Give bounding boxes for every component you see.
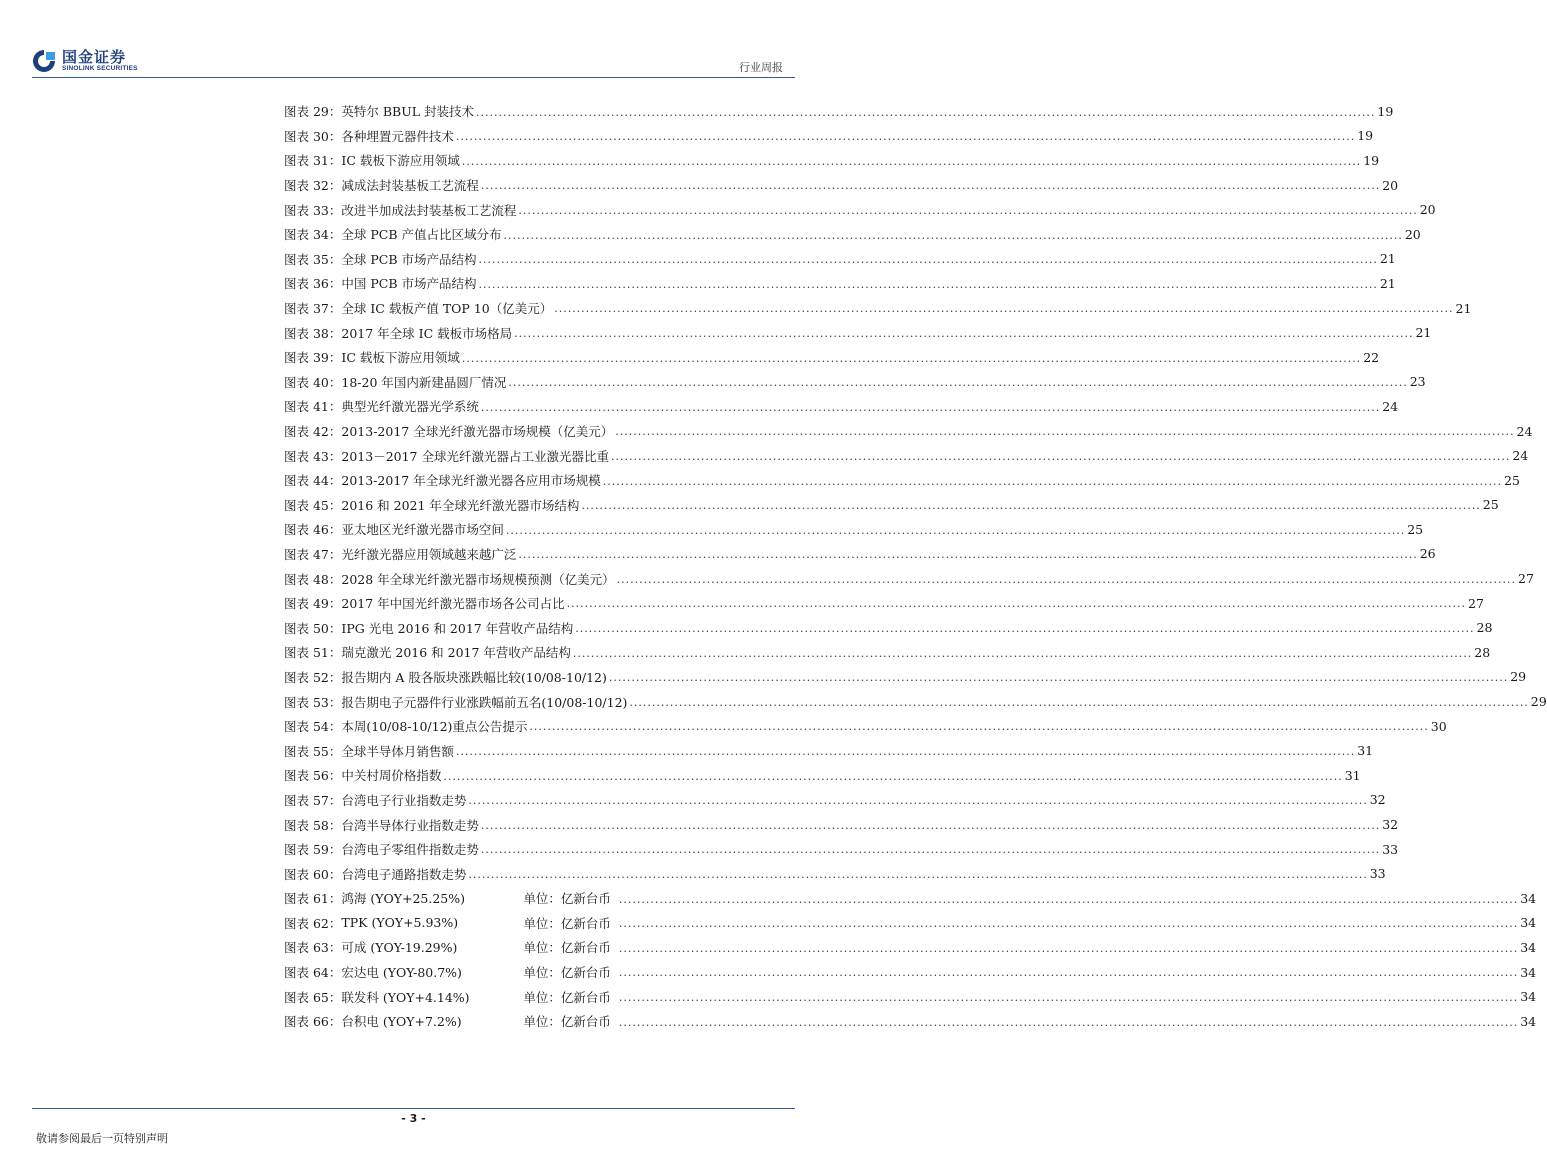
toc-dot-leader: ........................................................................................................................................................................................................ bbox=[572, 646, 1473, 660]
toc-dot-leader: ........................................................................................................................................................................................................ bbox=[629, 695, 1529, 709]
toc-figure-number: 图表 47： bbox=[284, 546, 342, 562]
toc-page-number: 32 bbox=[1369, 792, 1386, 808]
toc-figure-number: 图表 50： bbox=[284, 620, 342, 636]
toc-entry[interactable] bbox=[284, 370, 1426, 395]
logo-cn: 国金证券 bbox=[62, 48, 127, 66]
toc-page-number: 34 bbox=[1520, 964, 1537, 980]
toc-unit-label: 单位：亿新台币 bbox=[523, 915, 611, 931]
toc-figure-number: 图表 61： bbox=[284, 891, 342, 907]
toc-figure-number: 图表 29： bbox=[284, 104, 342, 120]
toc-unit-label: 单位：亿新台币 bbox=[523, 891, 611, 907]
toc-entry[interactable] bbox=[284, 443, 1529, 468]
toc-dot-leader: ........................................................................................................................................................................................................ bbox=[615, 425, 1515, 439]
toc-dot-leader: ........................................................................................................................................................................................................ bbox=[602, 474, 1503, 488]
toc-figure-number: 图表 48： bbox=[284, 571, 342, 587]
toc-entry[interactable] bbox=[284, 468, 1520, 493]
toc-figure-number: 图表 55： bbox=[284, 743, 342, 759]
toc-page-number: 34 bbox=[1520, 1013, 1537, 1029]
toc-dot-leader: ........................................................................................................................................................................................................ bbox=[476, 105, 1376, 119]
toc-dot-leader: ........................................................................................................................................................................................................ bbox=[514, 326, 1414, 340]
page-header bbox=[0, 0, 827, 80]
toc-unit-label: 单位：亿新台币 bbox=[523, 989, 611, 1005]
toc-figure-number: 图表 31： bbox=[284, 153, 342, 169]
logo-mark-icon bbox=[32, 48, 58, 74]
toc-title: 台湾电子通路指数走势 bbox=[341, 866, 467, 882]
toc-figure-number: 图表 46： bbox=[284, 522, 342, 538]
toc-title: 报告期内 A 股各版块涨跌幅比较(10/08-10/12) bbox=[341, 669, 607, 685]
toc-figure-number: 图表 35： bbox=[284, 251, 342, 267]
toc-dot-leader: ........................................................................................................................................................................................................ bbox=[480, 843, 1381, 857]
toc-page-number: 29 bbox=[1510, 669, 1527, 685]
header-divider bbox=[32, 77, 795, 78]
toc-title: 中关村周价格指数 bbox=[341, 768, 442, 784]
toc-figure-number: 图表 42： bbox=[284, 424, 342, 440]
toc-dot-leader: ........................................................................................................................................................................................................ bbox=[618, 966, 1519, 980]
toc-entry[interactable] bbox=[284, 222, 1421, 247]
toc-entry[interactable] bbox=[284, 566, 1534, 591]
toc-dot-leader: ........................................................................................................................................................................................................ bbox=[478, 277, 1378, 291]
toc-page-number: 19 bbox=[1377, 103, 1394, 119]
toc-entry[interactable] bbox=[284, 493, 1499, 518]
toc-title: 光纤激光器应用领域越来越广泛 bbox=[341, 546, 517, 562]
toc-entry[interactable] bbox=[284, 124, 1374, 149]
toc-entry[interactable] bbox=[284, 99, 1394, 124]
toc-dot-leader: ........................................................................................................................................................................................................ bbox=[480, 818, 1381, 832]
company-logo bbox=[32, 48, 138, 74]
toc-page-number: 25 bbox=[1407, 521, 1424, 537]
toc-page-number: 26 bbox=[1419, 546, 1436, 562]
toc-title: 台湾电子零组件指数走势 bbox=[341, 842, 479, 858]
toc-title: 台湾半导体行业指数走势 bbox=[341, 817, 479, 833]
toc-figure-number: 图表 59： bbox=[284, 842, 342, 858]
toc-dot-leader: ........................................................................................................................................................................................................ bbox=[581, 499, 1481, 513]
toc-dot-leader: ........................................................................................................................................................................................................ bbox=[554, 302, 1454, 316]
toc-page-number: 34 bbox=[1520, 890, 1537, 906]
footer-divider bbox=[32, 1108, 795, 1109]
toc-entry[interactable] bbox=[284, 935, 1537, 960]
toc-dot-leader: ........................................................................................................................................................................................................ bbox=[518, 203, 1418, 217]
toc-dot-leader: ........................................................................................................................................................................................................ bbox=[611, 449, 1511, 463]
toc-entry[interactable] bbox=[284, 247, 1396, 272]
toc-dot-leader: ........................................................................................................................................................................................................ bbox=[480, 179, 1381, 193]
page-number: - 3 - bbox=[401, 1112, 426, 1125]
figure-index bbox=[284, 99, 1547, 1034]
toc-title: 2013-2017 年全球光纤激光器各应用市场规模 bbox=[341, 473, 601, 489]
toc-dot-leader: ........................................................................................................................................................................................................ bbox=[480, 400, 1381, 414]
toc-title: 全球 PCB 产值占比区域分布 bbox=[341, 227, 502, 243]
toc-figure-number: 图表 54： bbox=[284, 719, 342, 735]
toc-entry[interactable] bbox=[284, 345, 1380, 370]
toc-title: 各种埋置元器件技术 bbox=[341, 128, 454, 144]
toc-dot-leader: ........................................................................................................................................................................................................ bbox=[608, 671, 1509, 685]
toc-figure-number: 图表 36： bbox=[284, 276, 342, 292]
toc-entry[interactable] bbox=[284, 591, 1484, 616]
toc-entry[interactable] bbox=[284, 861, 1386, 886]
toc-title: 英特尔 BBUL 封装技术 bbox=[341, 104, 475, 120]
toc-title: 亚太地区光纤激光器市场空间 bbox=[341, 522, 504, 538]
toc-dot-leader: ........................................................................................................................................................................................................ bbox=[468, 868, 1368, 881]
toc-page-number: 21 bbox=[1415, 325, 1432, 341]
toc-entry[interactable] bbox=[284, 419, 1533, 444]
toc-entry[interactable] bbox=[284, 296, 1472, 321]
toc-dot-leader: ........................................................................................................................................................................................................ bbox=[618, 892, 1519, 906]
toc-page-number: 31 bbox=[1344, 767, 1361, 783]
toc-page-number: 29 bbox=[1530, 694, 1547, 710]
toc-entry[interactable] bbox=[284, 738, 1374, 763]
toc-page-number: 28 bbox=[1474, 644, 1491, 660]
toc-figure-number: 图表 39： bbox=[284, 350, 342, 366]
toc-dot-leader: ........................................................................................................................................................................................................ bbox=[518, 548, 1418, 562]
toc-unit-label: 单位：亿新台币 bbox=[523, 940, 611, 956]
toc-title: 全球 PCB 市场产品结构 bbox=[341, 251, 477, 267]
toc-entry[interactable] bbox=[284, 886, 1537, 911]
toc-page-number: 34 bbox=[1520, 989, 1537, 1005]
toc-figure-number: 图表 63： bbox=[284, 940, 342, 956]
toc-page-number: 20 bbox=[1382, 177, 1399, 193]
toc-unit-label: 单位：亿新台币 bbox=[523, 965, 611, 981]
toc-figure-number: 图表 64： bbox=[284, 965, 342, 981]
toc-page-number: 21 bbox=[1379, 251, 1396, 267]
toc-figure-number: 图表 32： bbox=[284, 178, 342, 194]
toc-page-number: 28 bbox=[1476, 620, 1493, 636]
toc-figure-number: 图表 65： bbox=[284, 989, 342, 1005]
toc-figure-number: 图表 44： bbox=[284, 473, 342, 489]
toc-title: 改进半加成法封装基板工艺流程 bbox=[341, 202, 517, 218]
toc-dot-leader: ........................................................................................................................................................................................................ bbox=[503, 228, 1403, 242]
toc-figure-number: 图表 33： bbox=[284, 202, 342, 218]
toc-entry[interactable] bbox=[284, 984, 1537, 1009]
toc-page-number: 34 bbox=[1520, 939, 1537, 955]
toc-entry[interactable] bbox=[284, 615, 1493, 640]
toc-title: TPK (YOY+5.93%) bbox=[341, 915, 459, 931]
toc-figure-number: 图表 40： bbox=[284, 374, 342, 390]
toc-page-number: 33 bbox=[1382, 841, 1399, 857]
toc-dot-leader: ........................................................................................................................................................................................................ bbox=[455, 130, 1356, 144]
toc-page-number: 25 bbox=[1482, 497, 1499, 513]
toc-dot-leader: ........................................................................................................................................................................................................ bbox=[566, 597, 1467, 611]
toc-title: IC 载板下游应用领域 bbox=[341, 153, 460, 169]
toc-dot-leader: ........................................................................................................................................................................................................ bbox=[443, 769, 1343, 783]
toc-page-number: 31 bbox=[1357, 743, 1374, 759]
toc-entry[interactable] bbox=[284, 763, 1361, 788]
toc-title: 2028 年全球光纤激光器市场规模预测（亿美元） bbox=[341, 571, 615, 587]
toc-dot-leader: ........................................................................................................................................................................................................ bbox=[575, 622, 1475, 636]
toc-page-number: 20 bbox=[1419, 202, 1436, 218]
toc-page-number: 24 bbox=[1516, 423, 1533, 439]
toc-page-number: 22 bbox=[1363, 349, 1380, 365]
toc-title: 2013－2017 全球光纤激光器占工业激光器比重 bbox=[341, 448, 609, 464]
toc-figure-number: 图表 53： bbox=[284, 694, 342, 710]
toc-figure-number: 图表 56： bbox=[284, 768, 342, 784]
toc-title: IPG 光电 2016 和 2017 年营收产品结构 bbox=[341, 620, 574, 636]
toc-title: 减成法封装基板工艺流程 bbox=[341, 178, 479, 194]
toc-title: 2016 和 2021 年全球光纤激光器市场结构 bbox=[341, 497, 580, 513]
toc-entry[interactable] bbox=[284, 173, 1399, 198]
toc-entry[interactable] bbox=[284, 271, 1396, 296]
toc-title: 典型光纤激光器光学系统 bbox=[341, 399, 479, 415]
toc-dot-leader: ........................................................................................................................................................................................................ bbox=[618, 941, 1519, 955]
toc-entry[interactable] bbox=[284, 837, 1399, 862]
toc-title: 台湾电子行业指数走势 bbox=[341, 792, 467, 808]
toc-page-number: 24 bbox=[1382, 398, 1399, 414]
toc-entry[interactable] bbox=[284, 788, 1386, 813]
toc-dot-leader: ........................................................................................................................................................................................................ bbox=[461, 351, 1362, 365]
toc-dot-leader: ........................................................................................................................................................................................................ bbox=[478, 253, 1378, 267]
toc-title: 2017 年全球 IC 载板市场格局 bbox=[341, 325, 513, 341]
toc-title: 报告期电子元器件行业涨跌幅前五名(10/08-10/12) bbox=[341, 694, 628, 710]
toc-dot-leader: ........................................................................................................................................................................................................ bbox=[455, 745, 1356, 759]
toc-figure-number: 图表 51： bbox=[284, 645, 342, 661]
toc-title: 2017 年中国光纤激光器市场各公司占比 bbox=[341, 596, 565, 612]
toc-figure-number: 图表 49： bbox=[284, 596, 342, 612]
toc-dot-leader: ........................................................................................................................................................................................................ bbox=[616, 572, 1517, 586]
toc-page-number: 27 bbox=[1468, 595, 1484, 611]
toc-dot-leader: ........................................................................................................................................................................................................ bbox=[505, 523, 1406, 537]
toc-page-number: 21 bbox=[1455, 300, 1472, 316]
toc-title: 18-20 年国内新建晶圆厂情况 bbox=[341, 374, 507, 390]
toc-figure-number: 图表 66： bbox=[284, 1014, 342, 1030]
toc-title: 瑞克激光 2016 和 2017 年营收产品结构 bbox=[341, 645, 571, 661]
toc-figure-number: 图表 57： bbox=[284, 792, 342, 808]
toc-entry[interactable] bbox=[284, 812, 1399, 837]
toc-title: 中国 PCB 市场产品结构 bbox=[341, 276, 477, 292]
toc-entry[interactable] bbox=[284, 960, 1537, 985]
toc-dot-leader: ........................................................................................................................................................................................................ bbox=[529, 720, 1429, 734]
toc-dot-leader: ........................................................................................................................................................................................................ bbox=[461, 154, 1362, 168]
toc-figure-number: 图表 34： bbox=[284, 227, 342, 243]
toc-page-number: 33 bbox=[1369, 866, 1386, 882]
toc-figure-number: 图表 37： bbox=[284, 301, 342, 317]
toc-page-number: 32 bbox=[1382, 817, 1399, 833]
toc-entry[interactable] bbox=[284, 320, 1432, 345]
toc-title: 台积电 (YOY+7.2%) bbox=[341, 1014, 462, 1030]
toc-figure-number: 图表 30： bbox=[284, 128, 342, 144]
toc-page-number: 19 bbox=[1357, 128, 1374, 144]
toc-entry[interactable] bbox=[284, 542, 1436, 567]
toc-title: 全球 IC 载板产值 TOP 10（亿美元） bbox=[341, 301, 553, 317]
toc-page-number: 23 bbox=[1409, 374, 1426, 390]
toc-entry[interactable] bbox=[284, 517, 1424, 542]
toc-page-number: 27 bbox=[1518, 571, 1534, 587]
toc-figure-number: 图表 60： bbox=[284, 866, 342, 882]
toc-page-number: 34 bbox=[1520, 915, 1537, 931]
toc-title: 可成 (YOY-19.29%) bbox=[341, 940, 458, 956]
toc-figure-number: 图表 38： bbox=[284, 325, 342, 341]
toc-unit-label: 单位：亿新台币 bbox=[523, 1014, 611, 1030]
report-type: 行业周报 bbox=[739, 61, 783, 74]
toc-figure-number: 图表 45： bbox=[284, 497, 342, 513]
toc-entry[interactable] bbox=[284, 911, 1537, 936]
toc-title: 联发科 (YOY+4.14%) bbox=[341, 989, 470, 1005]
toc-page-number: 24 bbox=[1512, 448, 1529, 464]
toc-dot-leader: ........................................................................................................................................................................................................ bbox=[468, 794, 1368, 808]
toc-title: 宏达电 (YOY-80.7%) bbox=[341, 965, 462, 981]
toc-title: 鸿海 (YOY+25.25%) bbox=[341, 891, 466, 907]
toc-figure-number: 图表 52： bbox=[284, 669, 342, 685]
toc-figure-number: 图表 43： bbox=[284, 448, 342, 464]
toc-dot-leader: ........................................................................................................................................................................................................ bbox=[618, 917, 1519, 931]
toc-entry[interactable] bbox=[284, 148, 1380, 173]
logo-en: SINOLINK SECURITIES bbox=[62, 65, 138, 72]
toc-page-number: 19 bbox=[1363, 152, 1380, 168]
toc-title: IC 载板下游应用领域 bbox=[341, 350, 460, 366]
toc-page-number: 20 bbox=[1404, 226, 1421, 242]
toc-page-number: 21 bbox=[1379, 275, 1396, 291]
toc-entry[interactable] bbox=[284, 665, 1527, 690]
toc-entry[interactable] bbox=[284, 640, 1491, 665]
disclaimer: 敬请参阅最后一页特别声明 bbox=[36, 1132, 168, 1145]
toc-entry[interactable] bbox=[284, 714, 1447, 739]
toc-entry[interactable] bbox=[284, 689, 1547, 714]
toc-title: 全球半导体月销售额 bbox=[341, 743, 454, 759]
toc-title: 2013-2017 全球光纤激光器市场规模（亿美元） bbox=[341, 424, 614, 440]
toc-page-number: 30 bbox=[1430, 718, 1447, 734]
toc-entry[interactable] bbox=[284, 394, 1399, 419]
toc-dot-leader: ........................................................................................................................................................................................................ bbox=[618, 990, 1519, 1004]
toc-figure-number: 图表 41： bbox=[284, 399, 342, 415]
toc-figure-number: 图表 58： bbox=[284, 817, 342, 833]
toc-page-number: 25 bbox=[1504, 472, 1520, 488]
toc-entry[interactable] bbox=[284, 1009, 1537, 1034]
toc-dot-leader: ........................................................................................................................................................................................................ bbox=[508, 376, 1408, 390]
toc-title: 本周(10/08-10/12)重点公告提示 bbox=[341, 719, 528, 735]
toc-dot-leader: ........................................................................................................................................................................................................ bbox=[618, 1015, 1519, 1029]
toc-entry[interactable] bbox=[284, 197, 1436, 222]
toc-figure-number: 图表 62： bbox=[284, 915, 342, 931]
